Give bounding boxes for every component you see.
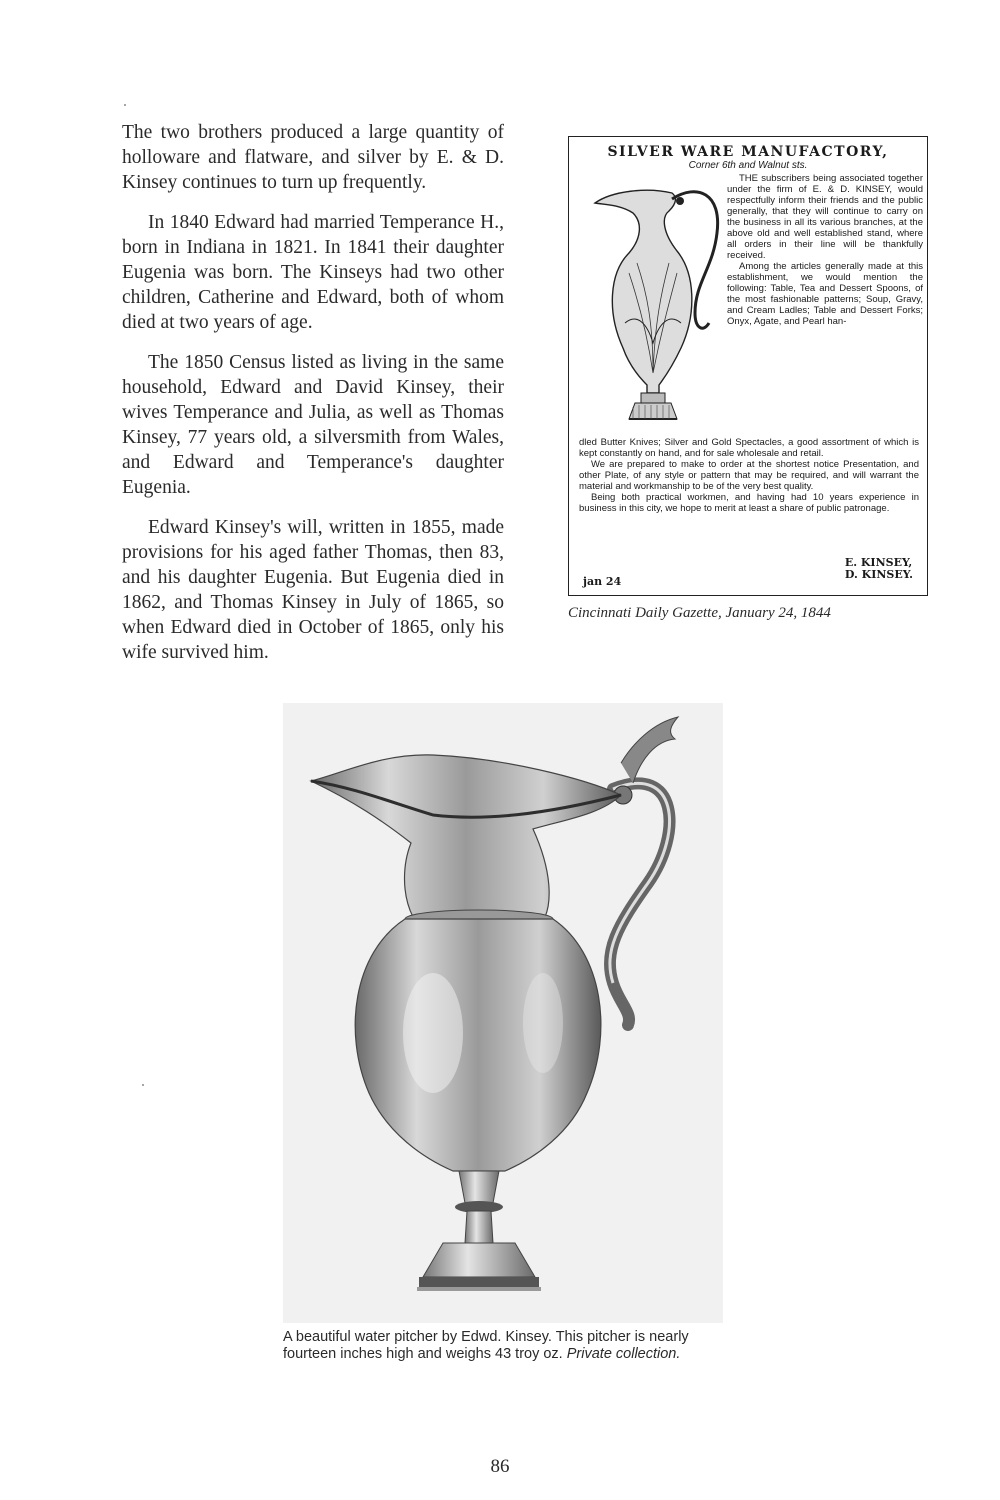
ad-text-narrow bbox=[727, 173, 923, 327]
paper-speck bbox=[124, 104, 126, 106]
ad-address: Corner 6th and Walnut sts. bbox=[688, 160, 808, 171]
page-number: 86 bbox=[490, 1456, 510, 1477]
ad-signature-line: D. KINSEY. bbox=[844, 568, 913, 581]
body-paragraph: In 1840 Edward had married Temperance H., born in Indiana in 1821. In 1841 their daughter Eugenia was born. The Kinseys had two other children, Catherine and Edward, both of whom died at two years of age. bbox=[122, 212, 504, 333]
ad-title: SILVER WARE MANUFACTORY, bbox=[607, 144, 889, 160]
ad-pitcher-engraving bbox=[577, 173, 727, 435]
body-paragraph: The two brothers produced a large quantity of holloware and flatware, and silver by E. & D. Kinsey continues to turn up frequently. bbox=[122, 122, 504, 193]
ad-paragraph: dled Butter Knives; Silver and Gold Spectacles, a good assortment of which is kept constantly on hand, and for sale wholesale and retail. bbox=[579, 437, 919, 459]
pitcher-photograph bbox=[283, 703, 723, 1323]
body-text-column bbox=[122, 120, 504, 680]
ad-signature-line: E. KINSEY, bbox=[844, 556, 913, 569]
photo-caption-credit: Private collection. bbox=[566, 1346, 681, 1362]
ad-paragraph: Being both practical workmen, and having had 10 years experience in business in this city, we hope to merit at least a share of public patronage. bbox=[579, 492, 919, 514]
ad-paragraph: We are prepared to make to order at the shortest notice Presentation, and other Plate, of any style or pattern that may be required, and will warrant the material and workmanship to be of the very best quality. bbox=[579, 459, 919, 492]
paper-speck bbox=[142, 1084, 144, 1086]
ad-caption: Cincinnati Daily Gazette, January 24, 1844 bbox=[568, 605, 831, 621]
photo-caption-text: A beautiful water pitcher by Edwd. Kinsey. This pitcher is nearly fourteen inches high and weighs 43 troy oz. bbox=[283, 1329, 689, 1362]
newspaper-advertisement bbox=[568, 136, 928, 596]
ad-paragraph: THE subscribers being associated together under the firm of E. & D. KINSEY, would respectfully inform their friends and the public generally, that they will continue to carry on the business in all its various branches, at the above old and well established stand, where all orders in their line will be thankfully received. bbox=[727, 173, 923, 261]
ad-signature bbox=[845, 557, 913, 581]
ad-date: jan 24 bbox=[583, 575, 622, 588]
ad-text-wide bbox=[579, 437, 919, 514]
pitcher-image bbox=[283, 703, 723, 1323]
photo-caption bbox=[283, 1329, 723, 1363]
body-paragraph: Edward Kinsey's will, written in 1855, made provisions for his aged father Thomas, then 83, and his daughter Eugenia. But Eugenia died in 1862, and Thomas Kinsey in July of 1865, so when Edward died in October of 1865, only his wife survived him. bbox=[122, 517, 504, 663]
body-paragraph: The 1850 Census listed as living in the same household, Edward and David Kinsey, their wives Temperance and Julia, as well as Thomas Kinsey, 77 years old, a silversmith from Wales, and Edward and Temperance's daughter Eugenia. bbox=[122, 352, 504, 498]
ad-paragraph: Among the articles generally made at this establishment, we would mention the following: Table, Tea and Dessert Spoons, of the most fashionable patterns; Soup, Gravy, and Cream Ladles; Table and Dessert Forks; Onyx, Agate, and Pearl han- bbox=[727, 261, 923, 327]
